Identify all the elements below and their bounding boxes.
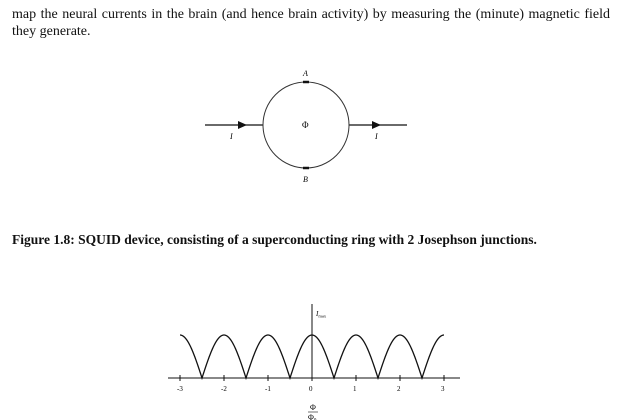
x-tick-label: 3: [441, 385, 445, 393]
x-axis-label: [308, 403, 318, 420]
x-tick-label: -3: [177, 385, 183, 393]
label-junction-a: A: [303, 69, 308, 78]
figure-caption: Figure 1.8: SQUID device, consisting of a superconducting ring with 2 Josephson junctions.: [12, 232, 537, 247]
left-arrow-icon: [238, 121, 247, 129]
x-tick-label: -1: [265, 385, 271, 393]
squid-diagram: [0, 0, 624, 200]
label-junction-b: B: [303, 175, 308, 184]
y-axis-label: $I_{max}$: [316, 310, 327, 319]
x-label-numerator: Φ: [310, 403, 316, 412]
x-tick-label: 0: [309, 385, 313, 393]
x-tick-label: 2: [397, 385, 401, 393]
label-flux: Φ: [302, 120, 309, 130]
intro-paragraph: map the neural currents in the brain (and hence brain activity) by measuring the (minute) magnetic field they generate.: [12, 7, 610, 39]
label-current-left: I: [230, 132, 233, 141]
x-label-denominator: Φ: [308, 413, 314, 420]
right-arrow-icon: [372, 121, 381, 129]
x-tick-label: 1: [353, 385, 357, 393]
interference-chart: [0, 300, 624, 420]
x-tick-label: -2: [221, 385, 227, 393]
label-current-right: I: [375, 132, 378, 141]
